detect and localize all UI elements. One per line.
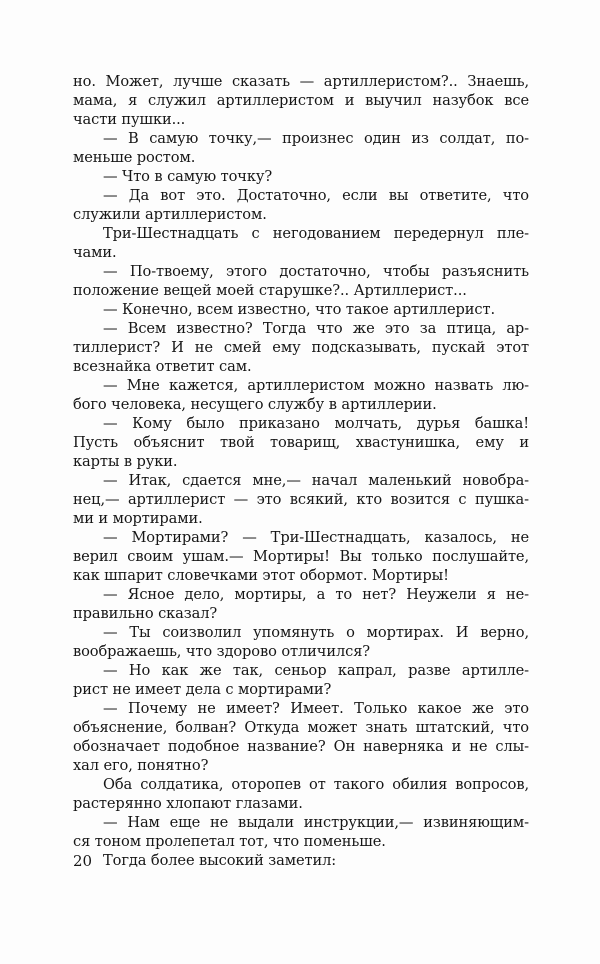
text-line: растерянно хлопают глазами. [73,795,303,812]
text-line: нец,— артиллерист — это всякий, кто возится с пушка- [73,491,529,508]
text-line: рист не имеет дела с мортирами? [73,681,332,698]
text-line: воображаешь, что здорово отличился? [73,643,371,660]
text-line: мама, я служил артиллеристом и выучил назубок все [73,92,529,109]
text-line: ся тоном пролепетал тот, что поменьше. [73,833,386,850]
text-line: — Да вот это. Достаточно, если вы ответите, что [103,187,529,204]
text-line: объяснение, болван? Откуда может знать штатский, что [73,719,529,736]
text-line: правильно сказал? [73,605,218,622]
text-line: Три-Шестнадцать с негодованием передернул пле- [103,225,529,242]
text-line: всезнайка ответит сам. [73,358,252,375]
text-line: как шпарит словечками этот обормот. Мортиры! [73,567,449,584]
text-line: тиллерист? И не смей ему подсказывать, пускай этот [73,339,529,356]
text-line: — Кому было приказано молчать, дурья башка! [103,415,529,432]
text-line: — Всем известно? Тогда что же это за птица, ар- [103,320,529,337]
page-number: 20 [73,852,93,870]
text-line: — Ты соизволил упомянуть о мортирах. И верно, [103,624,529,641]
text-line: — Что в самую точку? [103,168,273,185]
text-line: Пусть объяснит твой товарищ, хвастунишка, ему и [73,434,529,451]
text-line: но. Может, лучше сказать — артиллеристом?.. Знаешь, [73,73,529,90]
text-line: обозначает подобное название? Он наверняка и не слы- [73,738,529,755]
text-line: положение вещей моей старушке?.. Артиллерист... [73,282,467,299]
text-line: Тогда более высокий заметил: [103,852,337,869]
text-line: бого человека, несущего службу в артиллерии. [73,396,437,413]
text-line: верил своим ушам.— Мортиры! Вы только послушайте, [73,548,529,565]
text-line: — Почему не имеет? Имеет. Только какое же это [103,700,529,717]
text-line: — Мортирами? — Три-Шестнадцать, казалось, не [103,529,529,546]
text-line: — По-твоему, этого достаточно, чтобы разъяснить [103,263,529,280]
text-line: — Итак, сдается мне,— начал маленький новобра- [103,472,529,489]
text-line: — Мне кажется, артиллеристом можно назвать лю- [103,377,529,394]
text-line: — В самую точку,— произнес один из солдат, по- [103,130,529,147]
text-line: — Конечно, всем известно, что такое артиллерист. [103,301,495,318]
text-line: чами. [73,244,117,261]
text-line: — Но как же так, сеньор капрал, разве артилле- [103,662,529,679]
text-line: карты в руки. [73,453,178,470]
text-line: ми и мортирами. [73,510,203,527]
text-line: части пушки... [73,111,186,128]
text-line: хал его, понятно? [73,757,209,774]
text-line: Оба солдатика, оторопев от такого обилия вопросов, [103,776,529,793]
text-line: меньше ростом. [73,149,196,166]
text-line: — Нам еще не выдали инструкции,— извиняющим- [103,814,529,831]
body-text [73,72,529,870]
text-line: служили артиллеристом. [73,206,267,223]
text-line: — Ясное дело, мортиры, а то нет? Неужели я не- [103,586,529,603]
